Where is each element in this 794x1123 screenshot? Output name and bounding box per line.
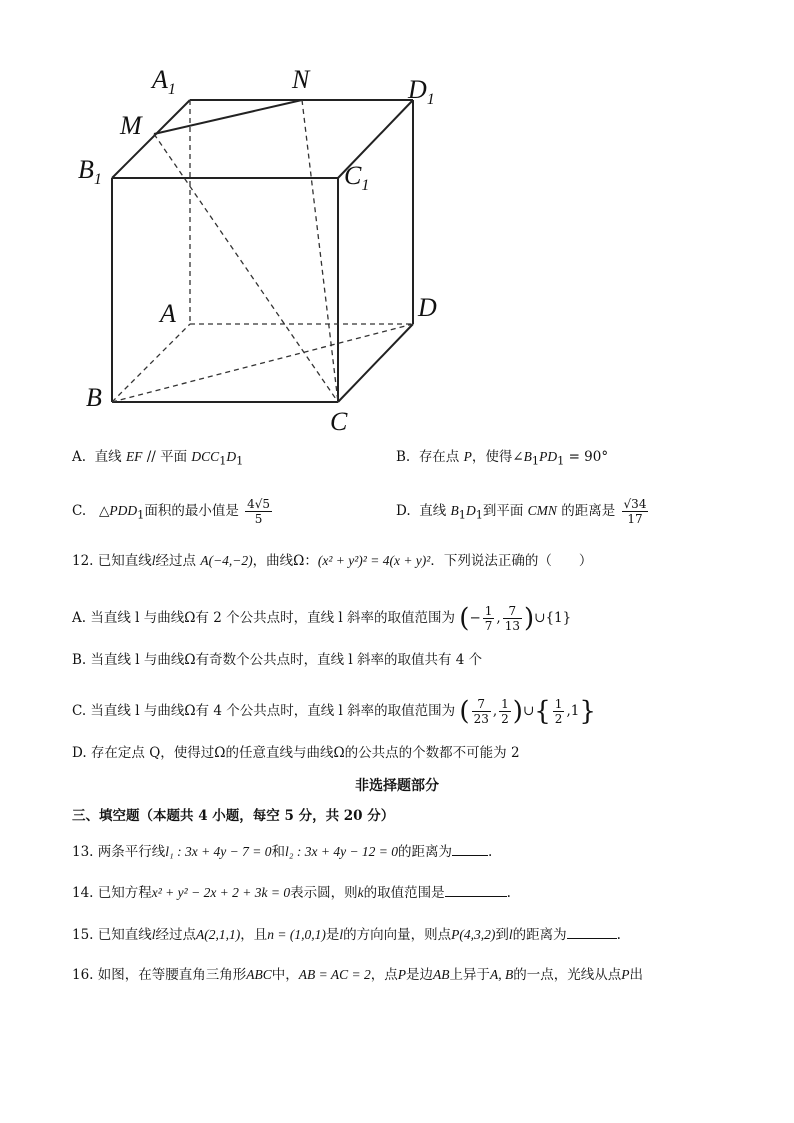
q12-option-d: D. 存在定点 Q，使得过Ω的任意直线与曲线Ω的公共点的个数都不可能为 2 [72, 745, 520, 761]
cube-figure [70, 60, 460, 440]
q11-option-d: D. 直线 $B_1D_1$到平面 CMN 的距离是 $\frac{√34}{17}$ [396, 497, 647, 526]
label-d1: $D_1$ [408, 75, 435, 108]
label-m: M [120, 111, 142, 140]
diag-bd [112, 324, 413, 402]
label-a: A [160, 299, 176, 328]
segment-mn [154, 100, 302, 134]
q11-option-b: B. 存在点 P，使得$\angle B_1PD_1 = 90^\circ$ [396, 449, 609, 468]
label-n: N [292, 65, 310, 94]
section-title: 非选择题部分 [355, 778, 439, 794]
label-b1: $B_1$ [78, 155, 102, 188]
q16: 16. 如图，在等腰直角三角形ABC中，AB = AC = 2，点P是边AB上异于A, B的一点，光线从点P出 [72, 967, 643, 983]
q13: 13. 两条平行线l₁ : 3x + 4y − 7 = 0和l₂ : 3x + 4y − 12 = 0的距离为 . [72, 844, 493, 860]
cube-diagram [70, 60, 460, 440]
edge-ba [112, 324, 190, 402]
fill-in-header: 三、填空题（本题共 4 小题，每空 5 分，共 20 分） [72, 808, 395, 824]
q11-option-c: C. $\triangle PDD_1$面积的最小值是 $\frac{4√5}{5}$ [72, 497, 271, 526]
label-b: B [86, 383, 102, 412]
answer-blank[interactable] [452, 843, 488, 856]
q12-option-a: A. 当直线 l 与曲线Ω有 2 个公共点时，直线 l 斜率的取值范围为 (− $\frac{1}{7}$ , $\frac{7}{13}$ )∪{1} [72, 603, 572, 634]
answer-blank[interactable] [567, 926, 617, 939]
q12-option-c: C. 当直线 l 与曲线Ω有 4 个公共点时，直线 l 斜率的取值范围为 ( $\frac{7}{23}$ , $\frac{1}{2}$ )∪{ $\frac{1}{2}$ ,1} [72, 696, 596, 727]
q11-option-a: A. 直线 EF // 平面 $DCC_1D_1$ [72, 449, 244, 468]
q14: 14. 已知方程x² + y² − 2x + 2 + 3k = 0表示圆，则k的取值范围是 . [72, 885, 511, 901]
label-c: C [330, 407, 348, 436]
label-a1: $A_1$ [152, 65, 176, 98]
answer-blank[interactable] [445, 884, 507, 897]
fraction-sqrt34-17: $\frac{√34}{17}$ [623, 497, 647, 526]
edge-cd [338, 324, 413, 402]
q12-option-b: B. 当直线 l 与曲线Ω有奇数个公共点时，直线 l 斜率的取值共有 4 个 [72, 652, 483, 668]
q15: 15. 已知直线l经过点A(2,1,1)，且n = (1,0,1)是l的方向向量，则点P(4,3,2)到l的距离为 . [72, 927, 621, 943]
label-d: D [418, 293, 437, 322]
label-c1: $C_1$ [344, 161, 370, 194]
q12-stem: 12. 已知直线l经过点 A(−4,−2)，曲线Ω：(x² + y²)² = 4(x + y)²．下列说法正确的（ ） [72, 553, 593, 569]
fraction-4sqrt5-5: $\frac{4√5}{5}$ [247, 497, 271, 526]
